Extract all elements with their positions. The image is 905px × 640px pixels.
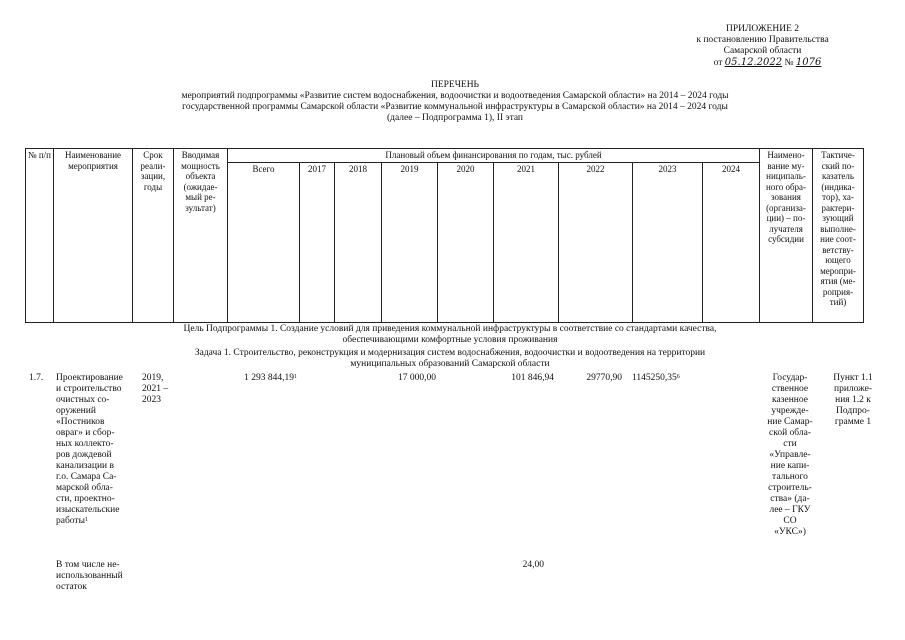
header-year-2024: 2024 (703, 162, 760, 322)
recipient-line: тального (772, 472, 808, 482)
header-year-2018: 2018 (335, 162, 382, 322)
funding-table-header (25, 148, 864, 323)
recipient-line: ние капи- (770, 461, 810, 471)
header-name: Наименование мероприятия (54, 149, 133, 323)
appendix-line2: к постановлению Правительства (696, 35, 829, 45)
row-indicator (826, 373, 880, 428)
recipient-line: строитель- (768, 483, 812, 493)
subprogram-task (120, 348, 780, 370)
recipient-line: Государ- (772, 373, 808, 383)
subrow-label-line: использованный (56, 571, 123, 581)
recipient-line: казенное (772, 395, 808, 405)
subprogram-goal (120, 324, 780, 346)
name-line: работы (56, 516, 85, 526)
term-line: 2019, (142, 373, 164, 383)
subrow-label (56, 560, 136, 593)
header-year-2017: 2017 (300, 162, 335, 322)
indicator-line: грамме 1 (834, 417, 872, 427)
row-name (56, 373, 128, 527)
appendix-block (640, 24, 885, 69)
date-value: 05.12.2022 (724, 57, 783, 68)
name-line: г.о. Самара Са- (56, 472, 117, 482)
appendix-line3: Самарской области (723, 46, 802, 56)
goal-line1: Цель Подпрограммы 1. Создание условий для приведения коммунальной инфраструктуры в соответствие со стандартами качества, (183, 324, 717, 334)
term-line: 2021 – (142, 384, 169, 394)
indicator-line: Пункт 1.1 (833, 373, 873, 383)
header-funding: Плановый объем финансирования по годам, тыс. рублей (228, 149, 760, 163)
recipient-line: ние Самар- (767, 417, 813, 427)
header-year-2021: 2021 (494, 162, 559, 322)
v2023-value: 1145250,35 (632, 373, 677, 383)
document-title (90, 80, 820, 124)
recipient-line: «Управле- (769, 450, 811, 460)
header-year-2019: 2019 (382, 162, 438, 322)
name-line: марской обла- (56, 483, 113, 493)
header-year-2022: 2022 (559, 162, 633, 322)
indicator-line: приложе- (834, 384, 872, 394)
name-line: ров дождевой (56, 450, 112, 460)
name-line: оружений (56, 406, 96, 416)
header-recipient: Наимено-вание му-ниципаль-ного обра-зования (организа-ции) – по-лучателя субсидии (760, 149, 813, 323)
recipient-line: ской обла- (768, 428, 812, 438)
header-term: Срок реали-зации, годы (133, 149, 174, 323)
total-value: 1 293 844,19 (244, 373, 294, 383)
number-value: 1076 (795, 57, 822, 68)
date-prefix: от (713, 58, 723, 68)
row-2021: 101 846,94 (511, 373, 554, 383)
name-line: овраг» и сбор- (56, 428, 115, 438)
name-line: изыскательские (56, 505, 120, 515)
recipient-line: СО (783, 516, 797, 526)
row-term (142, 373, 176, 406)
task-line2: муниципальных образований Самарской области (350, 359, 550, 369)
header-year-2020: 2020 (438, 162, 494, 322)
term-line: 2023 (142, 395, 161, 405)
row-2019: 17 000,00 (398, 373, 436, 383)
header-capacity: Вводимая мощность объекта (ожидае-мый ре-зультат) (174, 149, 228, 323)
indicator-line: ния 1.2 к (835, 395, 871, 405)
total-footnote: 1 (294, 374, 297, 380)
header-total: Всего (228, 162, 300, 322)
recipient-line: ственное (771, 384, 809, 394)
name-line: очистных со- (56, 395, 110, 405)
task-line1: Задача 1. Строительство, реконструкция и модернизация систем водоснабжения, водоочистки и водоотведения на территории (194, 348, 706, 358)
name-line: сти, проектно- (56, 494, 115, 504)
number-prefix: № (784, 58, 794, 68)
header-year-2023: 2023 (633, 162, 703, 322)
subrow-label-line: В том числе не- (56, 560, 120, 570)
title-line2: мероприятий подпрограммы «Развитие систем водоснабжения, водоочистки и водоотведения Самарской области» на 2014 – 2024 годы (181, 91, 729, 101)
goal-line2: обеспечивающими комфортные условия проживания (342, 335, 558, 345)
title-line4: (далее – Подпрограмма 1), II этап (386, 113, 524, 123)
recipient-line: лее – ГКУ (769, 505, 811, 515)
name-line: канализации в (56, 461, 114, 471)
header-num: № п/п (26, 149, 54, 323)
row-2022: 29770,90 (586, 373, 622, 383)
name-line: ных коллекто- (56, 439, 114, 449)
name-line-last (56, 516, 128, 527)
title-line1: ПЕРЕЧЕНЬ (430, 80, 480, 90)
row-total (225, 373, 297, 384)
v2023-footnote: 6 (676, 374, 680, 380)
name-line: и строительство (56, 384, 122, 394)
subrow-2021: 24,00 (522, 560, 544, 570)
row-2023 (632, 373, 702, 384)
header-indicator: Тактиче-ский по-казатель (индика-тор), ха-рактери-зующий выполне-ние соот-ветству-ющего меропри-ятия (ме-роприя-тий) (813, 149, 864, 323)
indicator-line: Подпро- (836, 406, 870, 416)
recipient-line: сти (783, 439, 797, 449)
subrow-label-line: остаток (56, 582, 87, 592)
recipient-line: ства» (да- (770, 494, 810, 504)
appendix-date-line (670, 57, 885, 69)
name-line: Проектирование (56, 373, 123, 383)
recipient-line: «УКС») (774, 527, 806, 537)
name-line: «Постников (56, 417, 105, 427)
row-number: 1.7. (29, 373, 44, 383)
name-footnote: 1 (84, 517, 88, 523)
appendix-title: ПРИЛОЖЕНИЕ 2 (725, 24, 800, 34)
recipient-line: учрежде- (771, 406, 809, 416)
row-recipient (758, 373, 822, 538)
title-line3: государственной программы Самарской области «Развитие коммунальной инфраструктуры в Самарской области» на 2014 – 2024 годы (182, 102, 728, 112)
